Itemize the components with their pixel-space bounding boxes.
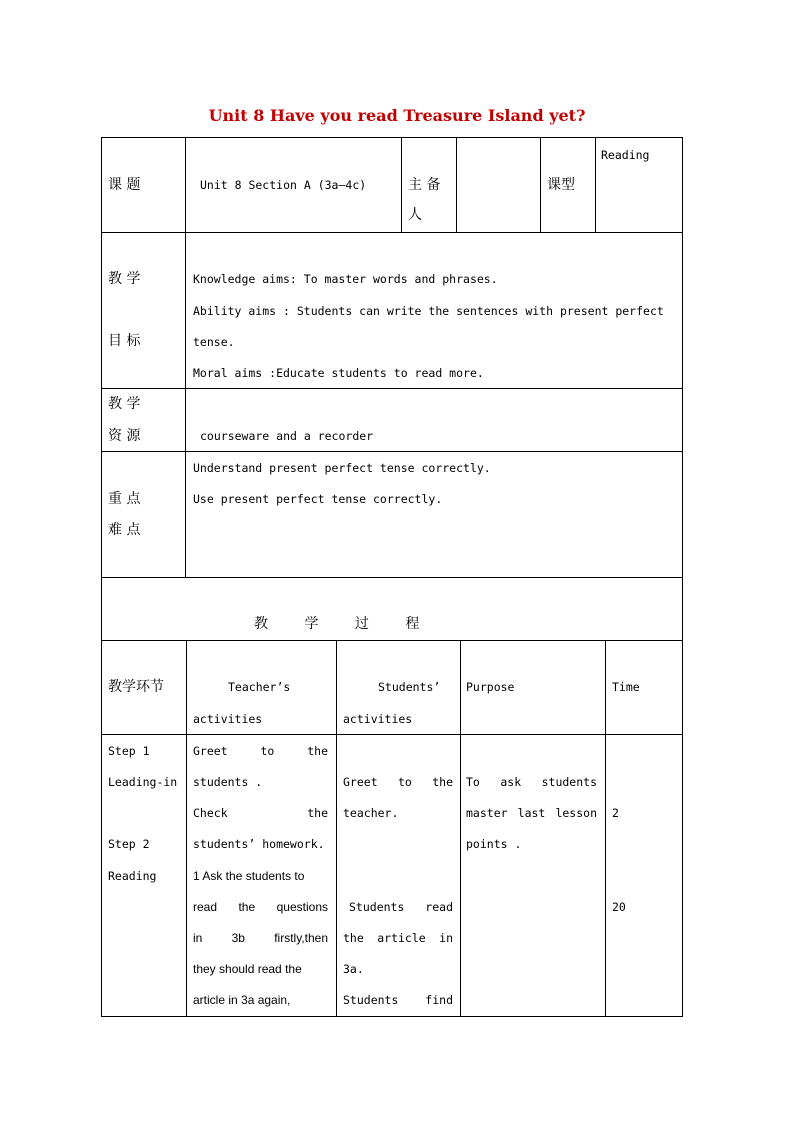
type-value: Reading: [601, 148, 650, 162]
table-rule: [401, 137, 402, 233]
table-rule: [595, 137, 596, 233]
teacher-line: Greet to the: [193, 744, 328, 758]
table-rule: [101, 451, 683, 452]
teacher-line: article in 3a again,: [193, 993, 291, 1007]
student-line: the article in: [343, 931, 453, 945]
page-title: Unit 8 Have you read Treasure Island yet?: [208, 106, 586, 125]
purpose-line: master last lesson: [466, 806, 597, 820]
table-rule: [101, 137, 102, 1017]
table-rule: [682, 137, 683, 1017]
preparer-label: 主 备: [408, 177, 441, 193]
key-point-1: Understand present perfect tense correctly.: [193, 461, 491, 475]
key-point-2: Use present perfect tense correctly.: [193, 492, 443, 506]
col-teacher: Teacher’s: [228, 680, 291, 694]
aims-label: 教 学: [108, 271, 141, 287]
topic-label: 课 题: [108, 177, 141, 193]
table-rule: [336, 640, 337, 1017]
student-line: Students read: [349, 900, 453, 914]
table-rule: [101, 577, 683, 578]
ability-aims-cont: tense.: [193, 335, 235, 349]
purpose-line: To ask students: [466, 775, 597, 789]
time-value: 2: [612, 806, 619, 820]
process-title: 教 学 过 程: [254, 616, 436, 632]
table-rule: [460, 640, 461, 1017]
teacher-line: students .: [193, 775, 263, 789]
key-points-label-2: 难 点: [108, 522, 141, 538]
table-rule: [186, 640, 187, 1017]
col-students-2: activities: [343, 712, 413, 726]
purpose-line: points .: [466, 837, 522, 851]
table-rule: [101, 1016, 683, 1017]
resources-label-2: 资 源: [108, 428, 141, 444]
student-line: Greet to the: [343, 775, 453, 789]
resources-label: 教 学: [108, 396, 141, 412]
teacher-line: they should read the: [193, 962, 302, 976]
table-rule: [456, 137, 457, 233]
table-rule: [605, 640, 606, 1017]
table-rule: [185, 137, 186, 578]
student-line: 3a.: [343, 962, 364, 976]
topic-value: Unit 8 Section A (3a—4c): [200, 178, 367, 192]
teacher-line: read the questions: [193, 900, 328, 914]
col-teacher-2: activities: [193, 712, 263, 726]
teacher-line: students’ homework.: [193, 837, 325, 851]
ability-aims: Ability aims : Students can write the sentences with present perfect: [193, 304, 664, 318]
step-2-name: Reading: [108, 869, 157, 883]
student-line: teacher.: [343, 806, 399, 820]
key-points-label: 重 点: [108, 491, 141, 507]
moral-aims: Moral aims :Educate students to read more.: [193, 366, 484, 380]
step-2: Step 2: [108, 837, 150, 851]
knowledge-aims: Knowledge aims: To master words and phrases.: [193, 272, 498, 286]
aims-label-2: 目 标: [108, 333, 141, 349]
col-stage: 教学环节: [108, 679, 164, 695]
table-rule: [540, 137, 541, 233]
teacher-line: Check the: [193, 806, 328, 820]
preparer-label-2: 人: [408, 207, 422, 223]
table-rule: [101, 640, 683, 641]
step-1: Step 1: [108, 744, 150, 758]
step-1-name: Leading-in: [108, 775, 178, 789]
teacher-line: in 3b firstly,then: [193, 931, 328, 945]
col-purpose: Purpose: [466, 680, 515, 694]
teacher-line: 1 Ask the students to: [193, 869, 305, 883]
student-line: Students find: [343, 993, 453, 1007]
time-value: 20: [612, 900, 626, 914]
resources-value: courseware and a recorder: [200, 429, 374, 443]
col-time: Time: [612, 680, 640, 694]
type-label: 课型: [547, 177, 575, 193]
col-students: Students’: [378, 680, 441, 694]
